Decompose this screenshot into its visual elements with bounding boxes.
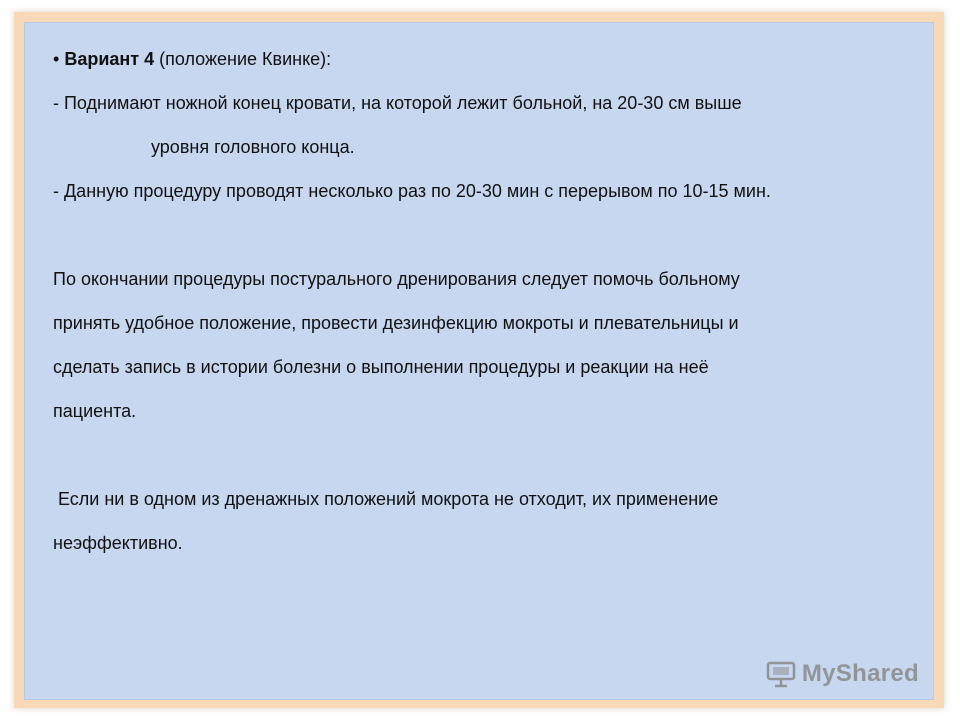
- watermark: [766, 659, 919, 689]
- variant-subtitle: (положение Квинке):: [154, 49, 332, 69]
- instruction-line-1: - Поднимают ножной конец кровати, на которой лежит больной, на 20-30 см выше: [53, 93, 742, 113]
- spacer: [53, 213, 923, 257]
- slide: [24, 22, 934, 700]
- paragraph-1-line-1: По окончании процедуры постурального дренирования следует помочь больному: [53, 269, 740, 289]
- slide-text: [53, 37, 923, 565]
- paragraph-2-line-1: Если ни в одном из дренажных положений мокрота не отходит, их применение: [53, 489, 719, 509]
- paragraph-1-line-3: сделать запись в истории болезни о выполнении процедуры и реакции на неё: [53, 357, 709, 377]
- instruction-line-2: - Данную процедуру проводят несколько раз по 20-30 мин с перерывом по 10-15 мин.: [53, 181, 771, 201]
- projector-icon: [766, 659, 796, 689]
- watermark-text: MyShared: [801, 660, 919, 687]
- paragraph-1-line-2: принять удобное положение, провести дезинфекцию мокроты и плевательницы и: [53, 313, 739, 333]
- variant-title: Вариант 4: [64, 49, 155, 69]
- instruction-line-1-continued: уровня головного конца.: [151, 137, 355, 157]
- paragraph-1-line-4: пациента.: [53, 401, 137, 421]
- paragraph-2-line-2: неэффективно.: [53, 533, 183, 553]
- spacer: [53, 433, 923, 477]
- variant-heading: [53, 37, 923, 81]
- bullet: •: [53, 49, 60, 69]
